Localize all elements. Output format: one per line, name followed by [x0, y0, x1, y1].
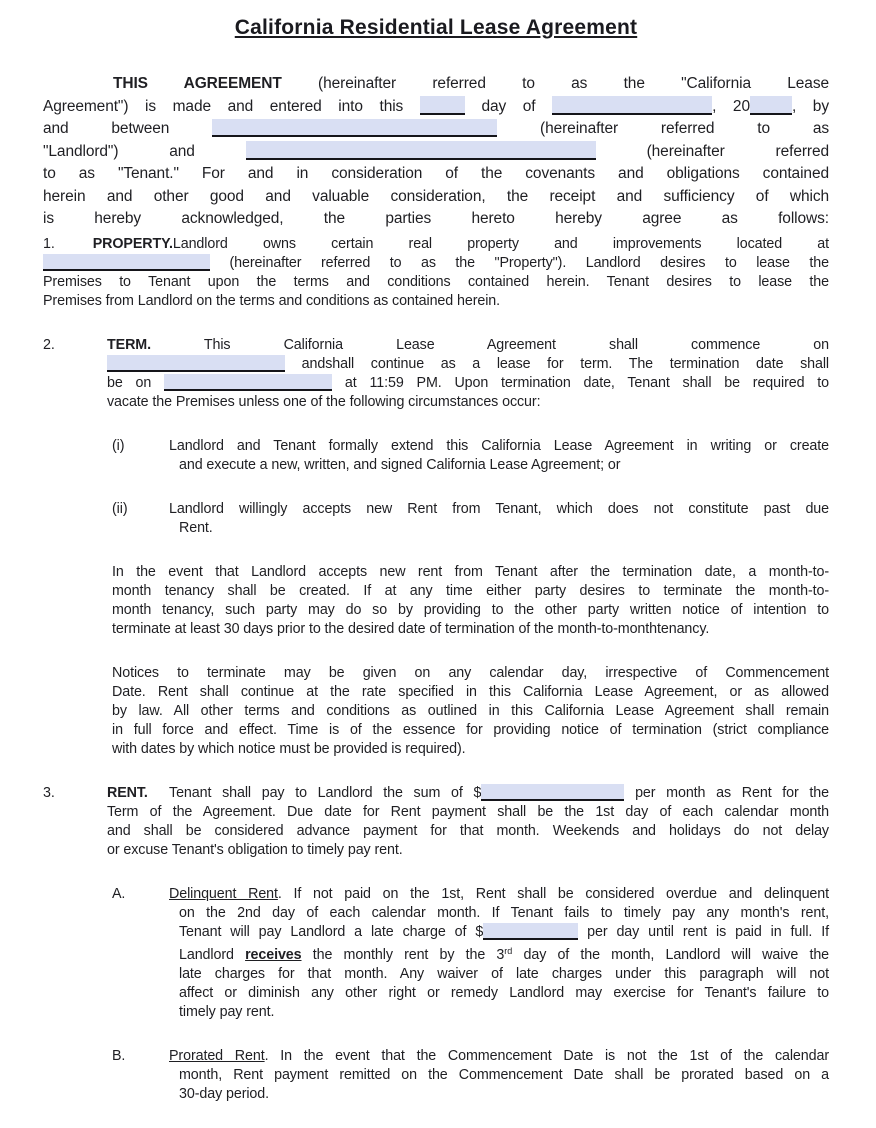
text-segment: terminate at least 30 days prior to the desired date of termination of the month-to-monthtenancy.	[112, 620, 710, 637]
text-segment: Landlord willingly accepts new Rent from Tenant, which does not constitute past due	[169, 500, 829, 517]
text-segment: andshall continue as a lease for term. The termination date shall	[285, 355, 829, 372]
text-line	[112, 664, 829, 683]
text-segment: "Landlord") and	[43, 142, 246, 160]
section-2-term	[43, 336, 829, 412]
section-3-rent	[43, 784, 829, 860]
text-segment: and between	[43, 120, 213, 137]
text-line	[112, 601, 829, 620]
text-line	[107, 784, 829, 803]
text-segment: rd	[504, 945, 513, 956]
text-line	[43, 163, 829, 186]
paragraph-month-to-month	[112, 563, 829, 639]
text-line	[169, 500, 829, 519]
text-segment: , by	[791, 97, 829, 115]
text-segment: TERM.	[107, 336, 151, 353]
text-segment: RENT.	[107, 784, 148, 801]
text-segment: month tenancy shall be created. If at any time either party desires to terminate the month-to-	[112, 582, 829, 599]
text-line	[112, 740, 829, 759]
text-segment: Date. Rent shall continue at the rate specified in this California Lease Agreement, or as allowed	[112, 683, 829, 700]
text-line	[179, 1003, 829, 1022]
blank-termination-date[interactable]	[164, 374, 332, 391]
text-line	[112, 721, 829, 740]
text-segment: per day until rent is paid in full. If	[578, 923, 830, 940]
text-line	[179, 923, 829, 942]
item-ii-new-rent	[112, 500, 829, 538]
text-segment: or excuse Tenant's obligation to timely pay rent.	[107, 841, 403, 858]
item-label: (i)	[112, 437, 125, 454]
item-body	[169, 885, 829, 1022]
text-line	[179, 1085, 829, 1104]
text-segment: Premises to Tenant upon the terms and conditions contained herein. Tenant desires to lease the	[43, 273, 829, 290]
text-segment: in full force and effect. Time is of the essence for providing notice of termination (strict compliance	[112, 721, 829, 738]
text-line	[107, 803, 829, 822]
document-content	[43, 73, 829, 1104]
text-line	[169, 885, 829, 904]
text-segment: month tenancy, such party may do so by providing to the other party written notice of intention to	[112, 601, 829, 618]
text-segment: . If not paid on the 1st, Rent shall be considered overdue and delinquent	[277, 885, 829, 902]
text-line	[179, 456, 829, 475]
text-segment: Prorated Rent	[169, 1047, 265, 1064]
blank-commencement-date[interactable]	[107, 355, 285, 372]
text-line	[112, 683, 829, 702]
text-segment: Term of the Agreement. Due date for Rent payment shall be the 1st day of each calendar month	[107, 803, 829, 820]
document-title: California Residential Lease Agreement	[234, 16, 638, 39]
text-segment: the monthly rent by the 3	[301, 946, 505, 963]
blank-property-address[interactable]	[43, 254, 210, 271]
text-line	[43, 208, 829, 231]
text-line	[169, 1047, 829, 1066]
text-line	[107, 355, 829, 374]
text-segment: (hereinafter referred to as the "California Lease	[281, 75, 830, 92]
text-line	[107, 393, 829, 412]
item-label: (ii)	[112, 500, 128, 517]
text-segment: This California Lease Agreement shall commence on	[150, 336, 829, 353]
text-line	[107, 822, 829, 841]
text-segment: 1.	[43, 235, 55, 252]
text-line	[43, 254, 829, 273]
section-1-property	[43, 235, 829, 311]
text-segment: THIS AGREEMENT	[113, 75, 282, 92]
text-line	[43, 273, 829, 292]
text-segment: and shall be considered advance payment for that month. Weekends and holidays do not delay	[107, 822, 829, 839]
item-label: A.	[112, 885, 126, 902]
intro-paragraph	[43, 73, 829, 231]
text-segment: receives	[245, 946, 302, 963]
text-line	[43, 96, 829, 119]
text-segment: Landlord and Tenant formally extend this California Lease Agreement in writing or create	[169, 437, 829, 454]
text-segment: Landlord	[179, 946, 246, 963]
text-line	[112, 582, 829, 601]
text-segment: Tenant shall pay to Landlord the sum of $	[147, 784, 482, 801]
text-segment: Rent.	[179, 519, 213, 536]
text-segment: 30-day period.	[179, 1085, 270, 1102]
text-segment: (hereinafter referred	[595, 142, 830, 160]
blank-late-charge[interactable]	[483, 923, 578, 940]
text-segment: Tenant will pay Landlord a late charge of $	[179, 923, 484, 940]
text-segment: PROPERTY.	[92, 235, 173, 252]
text-line	[43, 118, 829, 141]
text-line	[179, 965, 829, 984]
text-line	[112, 563, 829, 582]
text-line	[107, 336, 829, 355]
text-line	[112, 620, 829, 639]
text-segment: and execute a new, written, and signed California Lease Agreement; or	[179, 456, 621, 473]
text-segment: late charges for that month. Any waiver of late charges under this paragraph will not	[179, 965, 829, 982]
text-segment: timely pay rent.	[179, 1003, 275, 1020]
item-body	[169, 437, 829, 475]
text-segment: (hereinafter referred to as	[497, 120, 829, 137]
text-segment: with dates by which notice must be provided is required).	[112, 740, 466, 757]
item-b-prorated-rent	[112, 1047, 829, 1104]
text-line	[179, 904, 829, 923]
text-segment: (hereinafter referred to as the "Property"). Landlord desires to lease the	[210, 254, 829, 271]
text-segment: herein and other good and valuable consideration, the receipt and sufficiency of which	[43, 187, 829, 205]
section-number: 2.	[43, 336, 55, 353]
text-line	[43, 73, 829, 96]
text-segment: Landlord owns certain real property and improvements located at	[172, 235, 829, 252]
text-line	[107, 841, 829, 860]
blank-year[interactable]	[750, 96, 792, 114]
blank-tenant-name[interactable]	[246, 141, 596, 159]
text-line	[107, 374, 829, 393]
text-segment: is hereby acknowledged, the parties hereto hereby agree as follows:	[43, 210, 829, 227]
text-line	[112, 702, 829, 721]
text-segment: on the 2nd day of each calendar month. If Tenant fails to timely pay any month's rent,	[179, 904, 829, 921]
blank-landlord-name[interactable]	[212, 119, 497, 137]
text-segment: day of the month, Landlord will waive the	[512, 946, 830, 963]
text-segment: affect or diminish any other right or remedy Landlord may exercise for Tenant's failure to	[179, 984, 829, 1001]
text-segment: Delinquent Rent	[169, 885, 278, 902]
text-segment: day of	[464, 97, 553, 115]
item-i-extend	[112, 437, 829, 475]
text-segment: vacate the Premises unless one of the following circumstances occur:	[107, 393, 541, 410]
text-segment: by law. All other terms and conditions as outlined in this California Lease Agreement shall remain	[112, 702, 829, 719]
item-body	[169, 1047, 829, 1104]
text-segment: at 11:59 PM. Upon termination date, Tenant shall be required to	[332, 374, 830, 391]
text-segment: be on	[107, 374, 165, 391]
text-line	[169, 437, 829, 456]
text-segment: In the event that Landlord accepts new rent from Tenant after the termination date, a month-to-	[112, 563, 829, 580]
text-segment: per month as Rent for the	[624, 784, 829, 801]
text-line	[43, 235, 829, 254]
text-segment: Agreement") is made and entered into this	[43, 97, 420, 115]
text-line	[43, 292, 829, 311]
blank-day[interactable]	[420, 96, 465, 114]
text-line	[43, 141, 829, 164]
item-body	[107, 784, 829, 860]
text-segment: month, Rent payment remitted on the Commencement Date shall be prorated based on a	[179, 1066, 829, 1083]
text-segment: Premises from Landlord on the terms and conditions as contained herein.	[43, 292, 501, 309]
item-a-delinquent-rent	[112, 885, 829, 1022]
text-segment: . In the event that the Commencement Date is not the 1st of the calendar	[264, 1047, 829, 1064]
text-segment: Notices to terminate may be given on any calendar day, irrespective of Commencement	[112, 664, 829, 681]
text-segment: to as "Tenant." For and in consideration of the covenants and obligations contained	[43, 165, 829, 182]
text-line	[179, 1066, 829, 1085]
blank-rent-amount[interactable]	[481, 784, 624, 801]
section-number: 3.	[43, 784, 55, 801]
item-body	[107, 336, 829, 412]
item-label: B.	[112, 1047, 126, 1064]
blank-month[interactable]	[552, 96, 712, 114]
text-line	[43, 186, 829, 209]
text-line	[179, 519, 829, 538]
text-segment: , 20	[712, 97, 750, 115]
item-body	[169, 500, 829, 538]
text-line	[179, 984, 829, 1003]
text-line	[179, 942, 829, 965]
paragraph-notices	[112, 664, 829, 759]
